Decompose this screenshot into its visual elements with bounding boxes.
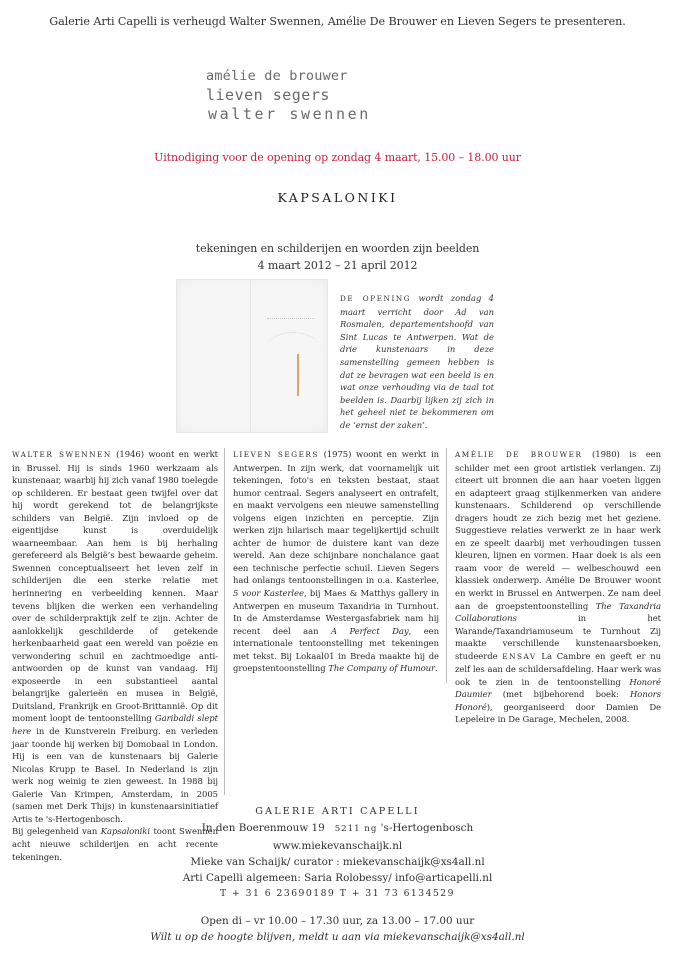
curator-contact[interactable]: Mieke van Schaijk/ curator : miekevanschaijk@xs4all.nl xyxy=(190,855,485,868)
address-city: 's-Hertogenbosch xyxy=(377,822,474,835)
school-name: ENSAV xyxy=(502,651,537,661)
opening-hours: Open di – vr 10.00 – 17.30 uur, za 13.00 – 17.00 uur xyxy=(200,914,475,927)
phone-numbers: T + 31 6 23690189 T + 31 73 6134529 xyxy=(219,888,456,900)
opening-paragraph xyxy=(340,292,494,432)
bio-lieven-segers xyxy=(233,448,439,675)
artist-name: WALTER SWENNEN xyxy=(12,450,112,459)
handwritten-name: amélie de brouwer xyxy=(206,68,348,84)
general-contact[interactable]: Arti Capelli algemeen: Saria Rolobessy/ info@articapelli.nl xyxy=(182,872,493,885)
exhibition-title-italic: The Taxandria Collaborations xyxy=(455,600,661,624)
bio-text: in het Warande/Taxandriamuseum te Turnhout Zij maakte verschillende kunstenaarsboeken, studeerde xyxy=(455,613,661,661)
newsletter-signup[interactable]: Wilt u op de hoogte blijven, meldt u aan via miekevanschaijk@xs4all.nl xyxy=(150,931,525,944)
handwritten-name: walter swennen xyxy=(208,105,371,123)
bio-text: in de Kunstverein Freiburg. en verleden jaar toonde hij werken bij Domobaal in London. Hij is een van de kunstenaars bij Galerie Nicolas Krupp te Basel. In Nederland is zijn werk nog weinig te zien geweest. In 1988 bij Galerie Van Krimpen, Amsterdam, in 2005 (samen met Derk Thijs) in kunstenaarsinitiatief Artis te 's-Hertogenbosch. xyxy=(12,726,218,824)
intro-text: Galerie Arti Capelli is verheugd Walter Swennen, Amélie De Brouwer en Lieven Segers te presenteren. xyxy=(49,15,626,28)
gallery-address xyxy=(0,820,675,837)
bio-text: La Cambre en geeft er nu zelf les aan de schildersafdeling. Haar werk was ook te zien in de tentoonstelling xyxy=(455,650,661,687)
artist-name: AMÉLIE DE BROUWER xyxy=(455,450,583,459)
bio-text: . xyxy=(435,663,438,674)
bio-text: , een internationale tentoonstelling met tekeningen met tekst. Bij Lokaal01 in Breda maakte hij de groepstentoonstelling xyxy=(233,625,439,674)
opening-text: wordt zondag 4 maart verricht door Ad van Rosmalen, departementshoofd van Sint Lucas te Antwerpen. Wat de drie kunstenaars in deze samenstelling gemeen hebben is dat ze bevragen wat een beeld is en wat onze verhouding via de taal tot beelden is. Daarbij lijken zij zich in het geheel niet te bekommeren om de ‘ernst der zaken’. xyxy=(340,293,494,430)
bio-text: (1946) woont en werkt in Brussel. Hij is sinds 1960 werkzaam als kunstenaar, waarbij hij zich vanaf 1980 toelegde op schilderen. Er bestaat geen twijfel over dat hij wordt gerekend tot de belangrijkste schilders van België. Zijn invloed op de eigentijdse kunst is overduidelijk waarneembaar. Aan hem is bij herhaling gerefereerd als België’s best bewaarde geheim. Swennen conceptualiseert het leven zelf in schilderijen die een sterke relatie met herinnering en verbeelding kennen. Maar tevens blijken die werken een verhandeling over de schilderpraktijk zelf te zijn. Achter de aanlokkelijk geschilderde of getekende herkenbaarheid gaat een wereld van poëzie en verwondering schuil en zachtmoedige anti-antwoorden op de kunst van vandaag. Hij exposeerde in een substantieel aantal belangrijke galerieën en musea in België, Duitsland, Frankrijk en Groot-Brittannië. Op dit moment loopt de tentoonstelling xyxy=(12,449,218,724)
address-postcode: 5211 ng xyxy=(334,824,378,835)
bio-text: Bij gelegenheid van xyxy=(12,826,101,837)
exhibition-title-italic: Garibaldi slept here xyxy=(12,713,218,737)
handwritten-names xyxy=(206,67,371,124)
opening-lead: DE OPENING xyxy=(340,294,412,303)
column-divider xyxy=(446,448,447,683)
bio-walter-swennen xyxy=(12,448,218,863)
website-link[interactable]: www.miekevanschaijk.nl xyxy=(272,839,403,852)
exhibition-title-italic: The Company of Humour xyxy=(328,663,436,674)
napkin-fold xyxy=(250,280,251,432)
invitation-line: Uitnodiging voor de opening op zondag 4 maart, 15.00 – 18.00 uur xyxy=(154,151,521,164)
bio-text: (met bijbehorend boek: xyxy=(491,689,630,700)
handwritten-name: lieven segers xyxy=(206,86,330,104)
gallery-contact-footer xyxy=(0,804,675,945)
exhibition-title-italic: Honoré Daumier xyxy=(455,676,661,700)
column-divider xyxy=(224,448,225,795)
artwork-photo xyxy=(176,279,328,433)
subtitle-dates: 4 maart 2012 – 21 april 2012 xyxy=(257,259,418,272)
bio-text: ), georganiseerd door Damien De Lepeleire in De Garage, Mechelen, 2008. xyxy=(455,701,661,725)
exhibition-title-italic: A Perfect Day xyxy=(330,625,409,636)
exhibition-title-italic: 5 voor Kasterlee xyxy=(233,588,304,599)
subtitle-tagline: tekeningen en schilderijen en woorden zijn beelden xyxy=(195,242,480,255)
address-street: In den Boerenmouw 19 xyxy=(201,822,325,835)
napkin-fan-drawing xyxy=(265,332,321,369)
exhibition-title-italic: Kapsaloniki xyxy=(100,826,150,837)
exhibition-subtitle xyxy=(0,240,675,274)
toothpick xyxy=(297,354,299,396)
napkin-scribble xyxy=(267,312,315,319)
gallery-name: GALERIE ARTI CAPELLI xyxy=(255,806,420,817)
bio-text: , bij Maes & Matthys gallery in Antwerpen en museum Taxandria in Turnhout. In de Amsterdamse Westergasfabriek nam hij recent deel aan xyxy=(233,588,439,636)
bio-text: (1975) woont en werkt in Antwerpen. In zijn werk, dat voornamelijk uit tekeningen, foto's en teksten bestaat, staat humor centraal. Segers analyseert en ontrafelt, en maakt vervolgens een nieuwe samenstelling volgens eigen inzichten en perceptie. Zijn werken zijn hilarisch maar tegelijkertijd schuilt achter de humor de duistere kant van deze wereld. Aan deze schijnbare nonchalance gaat een technische perfectie schuil. Lieven Segers had onlangs tentoonstellingen in o.a. Kasterlee, xyxy=(233,449,439,586)
bio-text: toont Swennen acht nieuwe schilderijen en acht recente tekeningen. xyxy=(12,826,218,862)
exhibition-title: KAPSALONIKI xyxy=(277,190,398,205)
artist-name: LIEVEN SEGERS xyxy=(233,450,319,459)
book-title-italic: Honors Honoré xyxy=(455,689,661,712)
bio-amelie-de-brouwer xyxy=(455,448,661,726)
bio-text: (1980) is een schilder met een groot artistiek verlangen. Zij citeert uit bronnen die aan haar voeten liggen en adapteert graag stijlkenmerken van andere kunstenaars. Schilderend op verschillende dragers houdt ze zich bezig met het geziene. Suggestieve relaties verwerkt ze in haar werk en ze speelt daarbij met verhoudingen tussen kleuren, lijnen en vormen. Haar doek is als een raam voor de wereld — welbeschouwd een klassiek onderwerp. Amélie De Brouwer woont en werkt in Brussel en Antwerpen. Ze nam deel aan de groepstentoonstelling xyxy=(455,449,662,611)
